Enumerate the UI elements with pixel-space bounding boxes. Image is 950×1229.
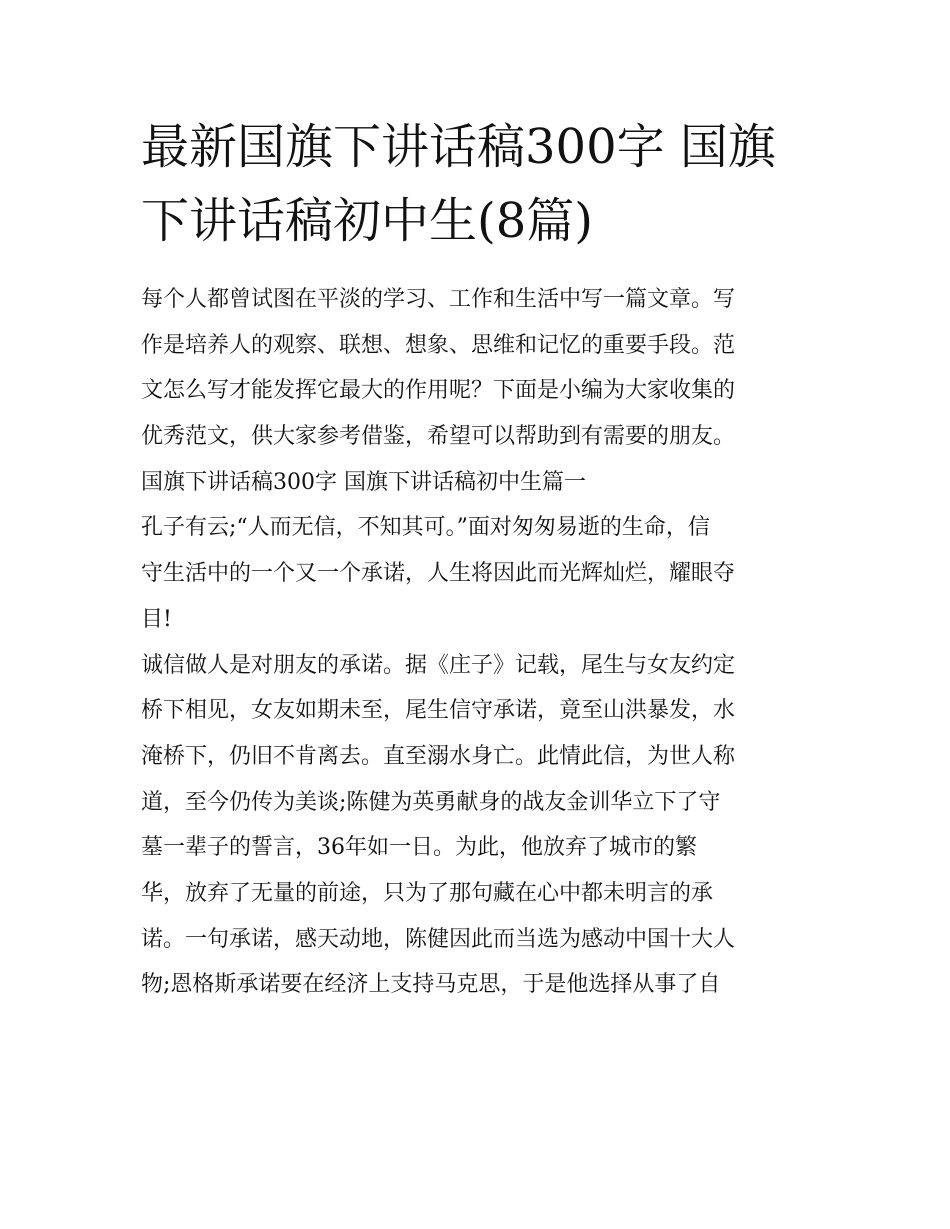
- paragraph-line: 淹桥下，仍旧不肯离去。直至溺水身亡。此情此信，为世人称: [141, 743, 736, 769]
- section-heading: 国旗下讲话稿300字 国旗下讲话稿初中生篇一: [141, 469, 586, 495]
- title-line-2: 下讲话稿初中生(8篇): [141, 193, 593, 249]
- paragraph-line: 作是培养人的观察、联想、想象、思维和记忆的重要手段。范: [141, 332, 736, 358]
- title-line-1: 最新国旗下讲话稿300字 国旗: [141, 119, 776, 175]
- paragraph-line: 守生活中的一个又一个承诺，人生将因此而光辉灿烂，耀眼夺: [141, 561, 736, 587]
- paragraph-line: 优秀范文，供大家参考借鉴，希望可以帮助到有需要的朋友。: [141, 424, 736, 450]
- paragraph-line: 墓一辈子的誓言，36年如一日。为此，他放弃了城市的繁: [141, 835, 697, 861]
- paragraph-line: 道，至今仍传为美谈;陈健为英勇献身的战友金训华立下了守: [141, 789, 721, 815]
- paragraph-line: 文怎么写才能发挥它最大的作用呢？下面是小编为大家收集的: [141, 378, 736, 404]
- document-body: [141, 277, 831, 1008]
- paragraph-line: 华，放弃了无量的前途，只为了那句藏在心中都未明言的承: [141, 880, 714, 906]
- paragraph-line: 每个人都曾试图在平淡的学习、工作和生活中写一篇文章。写: [141, 287, 736, 312]
- paragraph-line: 物;恩格斯承诺要在经济上支持马克思，于是他选择从事了自: [141, 972, 721, 998]
- paragraph-line: 孔子有云;“人而无信，不知其可。”面对匆匆易逝的生命，信: [141, 515, 710, 541]
- paragraph-line: 诚信做人是对朋友的承诺。据《庄子》记载，尾生与女友约定: [141, 652, 736, 678]
- paragraph-line: 目!: [141, 606, 172, 632]
- document-title: [141, 110, 831, 258]
- paragraph-line: 诺。一句承诺，感天动地，陈健因此而当选为感动中国十大人: [141, 926, 736, 952]
- paragraph-line: 桥下相见，女友如期未至，尾生信守承诺，竟至山洪暴发，水: [141, 698, 736, 724]
